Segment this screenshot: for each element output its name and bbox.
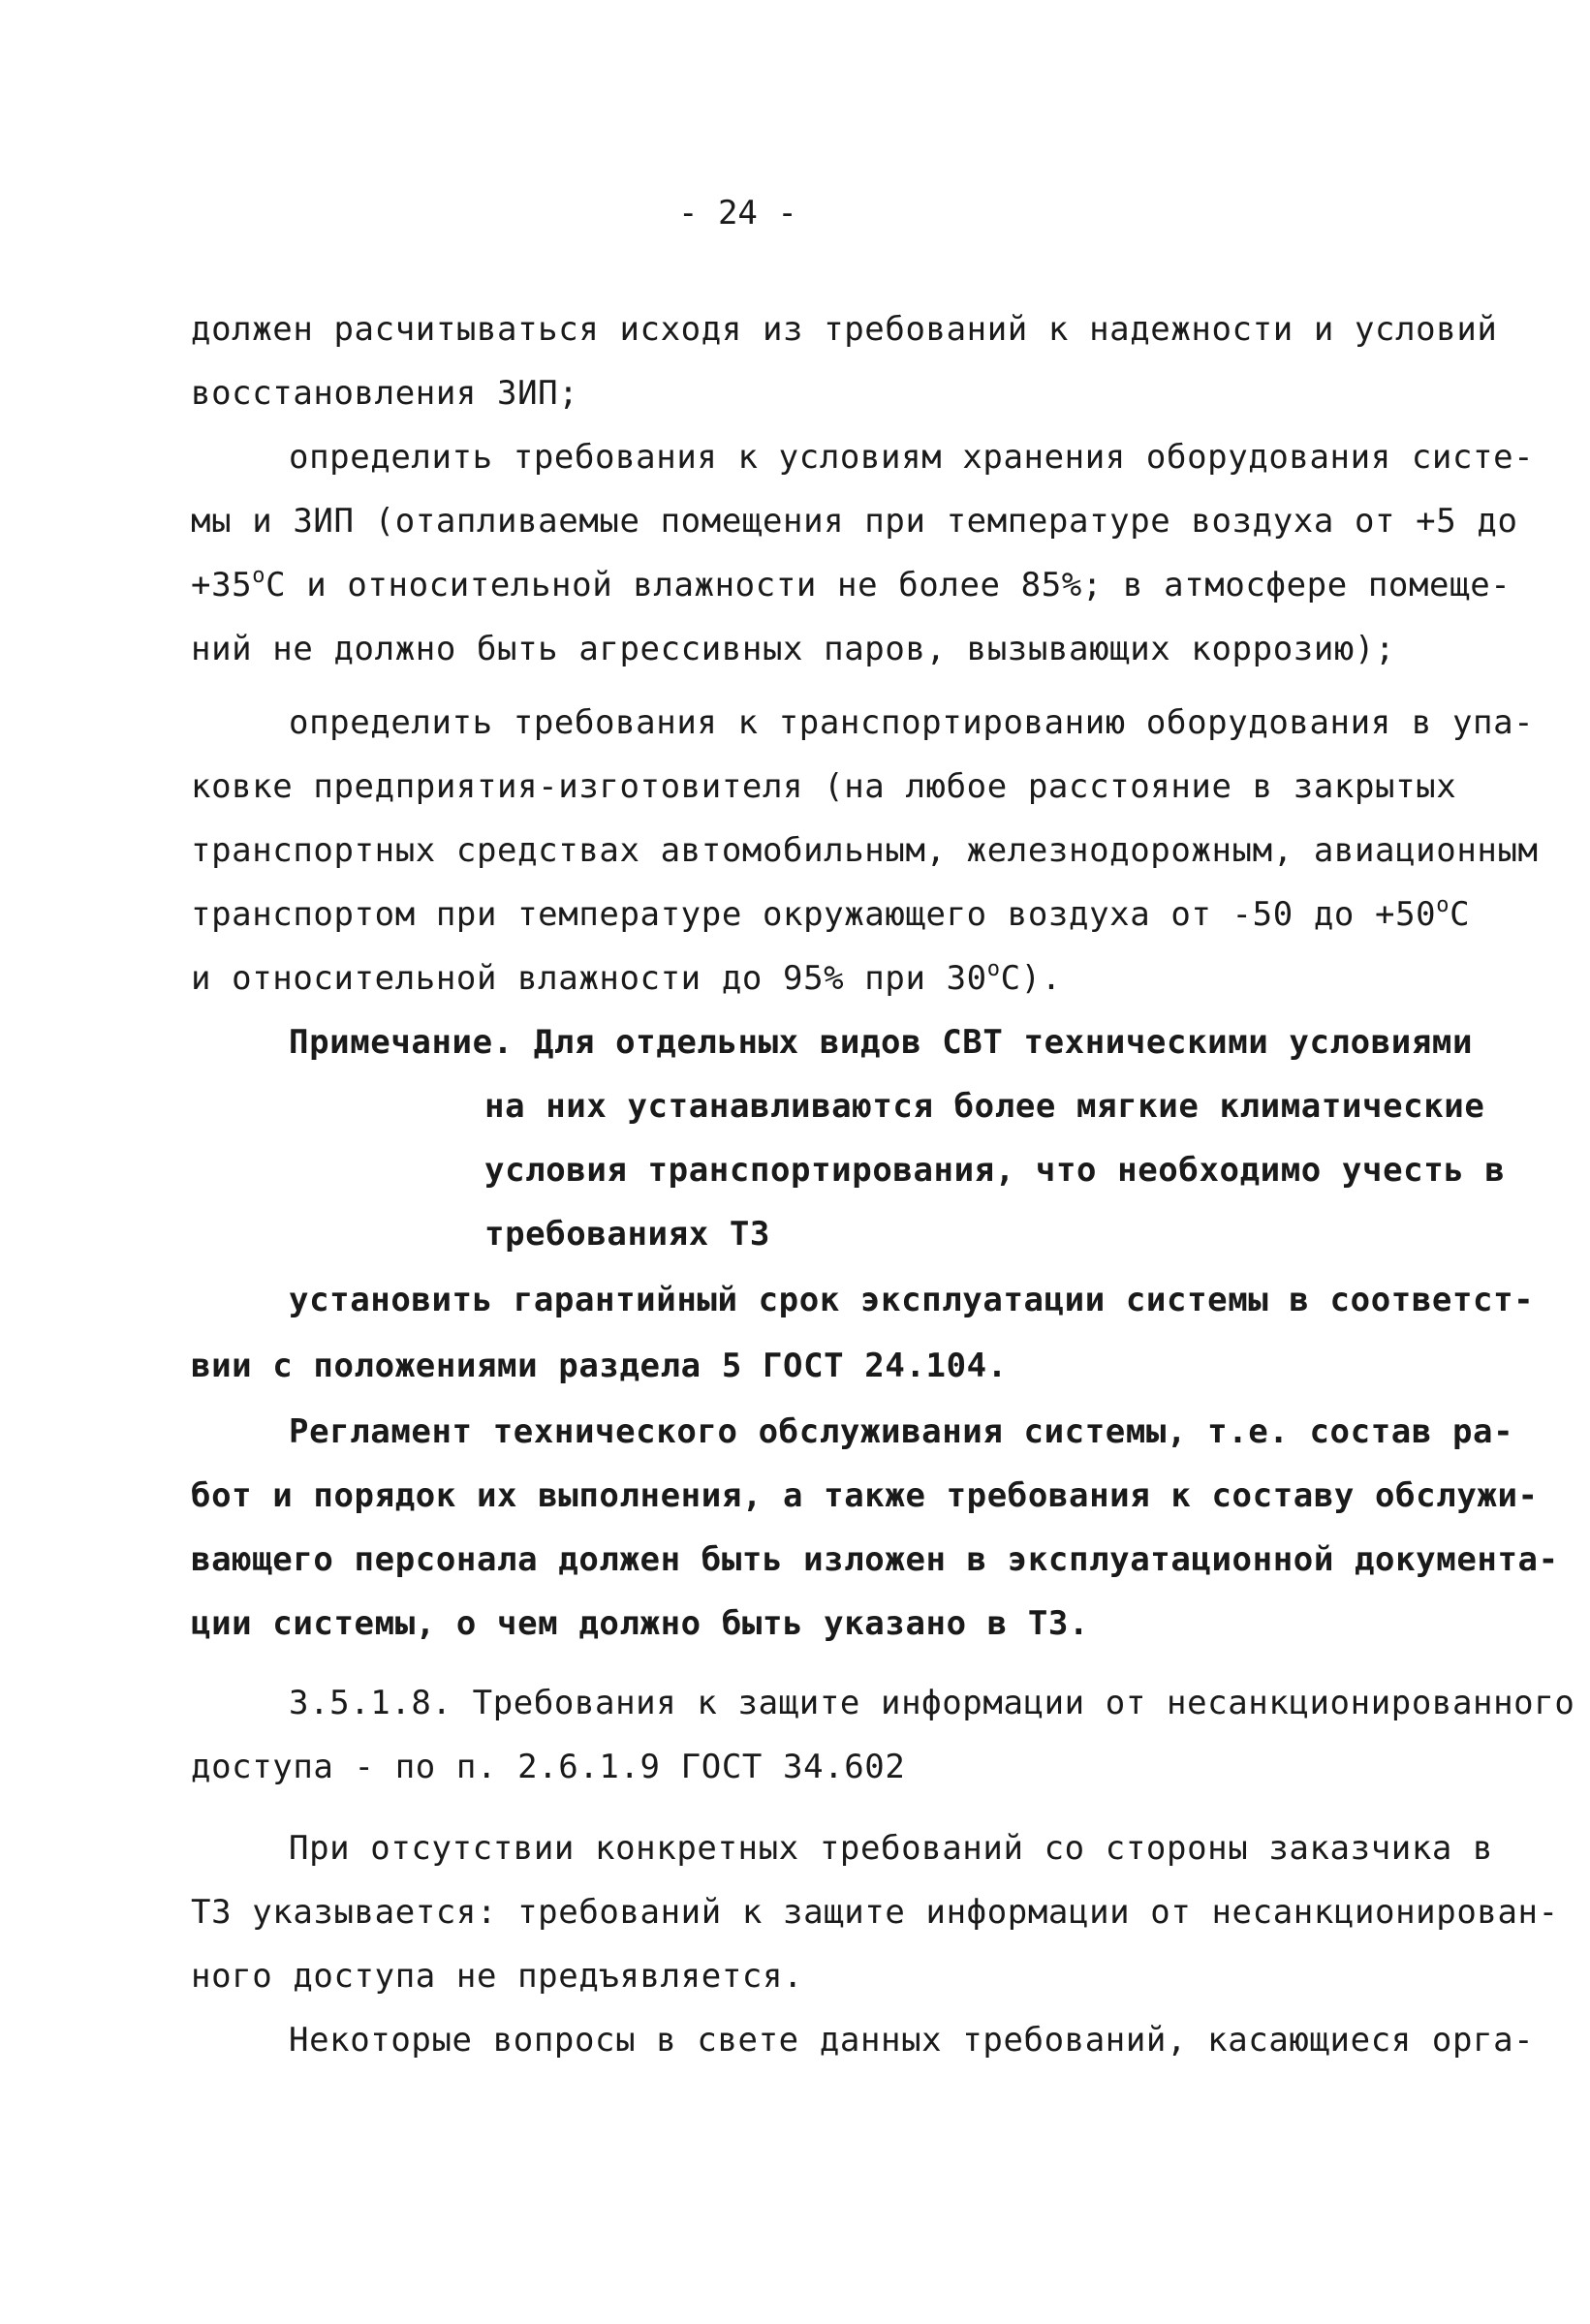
text-line [191, 566, 1511, 604]
degree-sup: o [252, 564, 266, 588]
text-fragment: С и относительной влажности не более 85%; в атмосфере помеще- [265, 566, 1512, 604]
text-line: ний не должно быть агрессивных паров, вызывающих коррозию); [191, 630, 1396, 668]
section-heading: 3.5.1.8. Требования к защите информации от несанкционированного [289, 1684, 1575, 1722]
text-line: ного доступа не предъявляется. [191, 1957, 804, 1996]
text-fragment: и относительной влажности до 95% при 30 [191, 959, 987, 998]
text-line: Некоторые вопросы в свете данных требований, касающиеся орга- [289, 2021, 1535, 2060]
text-fragment: +35 [191, 566, 253, 604]
note-line: на них устанавливаются более мягкие климатические [484, 1087, 1485, 1126]
text-line: установить гарантийный срок эксплуатации системы в соответст- [289, 1281, 1535, 1319]
text-line: определить требования к условиям хранения оборудования систе- [289, 438, 1535, 477]
note-line: Примечание. Для отдельных видов СВТ техническими условиями [289, 1023, 1474, 1062]
note-line: условия транспортирования, что необходимо учесть в [484, 1151, 1506, 1190]
text-line: доступа - по п. 2.6.1.9 ГОСТ 34.602 [191, 1748, 906, 1786]
text-line: определить требования к транспортированию оборудования в упа- [289, 703, 1535, 742]
page-number: - 24 - [678, 194, 797, 232]
text-line: бот и порядок их выполнения, а также требования к составу обслужи- [191, 1476, 1539, 1515]
text-line [191, 959, 1062, 998]
note-line: требованиях ТЗ [484, 1215, 770, 1254]
text-line: При отсутствии конкретных требований со стороны заказчика в [289, 1829, 1494, 1868]
text-line: транспортных средствах автомобильным, железнодорожным, авиационным [191, 831, 1539, 870]
text-line: вии с положениями раздела 5 ГОСТ 24.104. [191, 1347, 1008, 1385]
text-line: ТЗ указывается: требований к защите информации от несанкционирован- [191, 1893, 1559, 1932]
text-line: вающего персонала должен быть изложен в эксплуатационной документа- [191, 1540, 1559, 1579]
degree-sup: o [986, 957, 1001, 981]
text-line [191, 895, 1470, 934]
text-fragment: С). [1000, 959, 1062, 998]
text-fragment: С [1450, 895, 1471, 934]
text-fragment: транспортом при температуре окружающего воздуха от -50 до +50 [191, 895, 1437, 934]
text-line: Регламент технического обслуживания системы, т.е. состав ра- [289, 1412, 1514, 1451]
text-line: ции системы, о чем должно быть указано в ТЗ. [191, 1604, 1090, 1643]
text-line: мы и ЗИП (отапливаемые помещения при температуре воздуха от +5 до [191, 502, 1518, 541]
text-line: восстановления ЗИП; [191, 374, 579, 413]
text-line: должен расчитываться исходя из требований к надежности и условий [191, 310, 1498, 349]
text-line: ковке предприятия-изготовителя (на любое расстояние в закрытых [191, 767, 1457, 806]
degree-sup: o [1436, 893, 1450, 917]
